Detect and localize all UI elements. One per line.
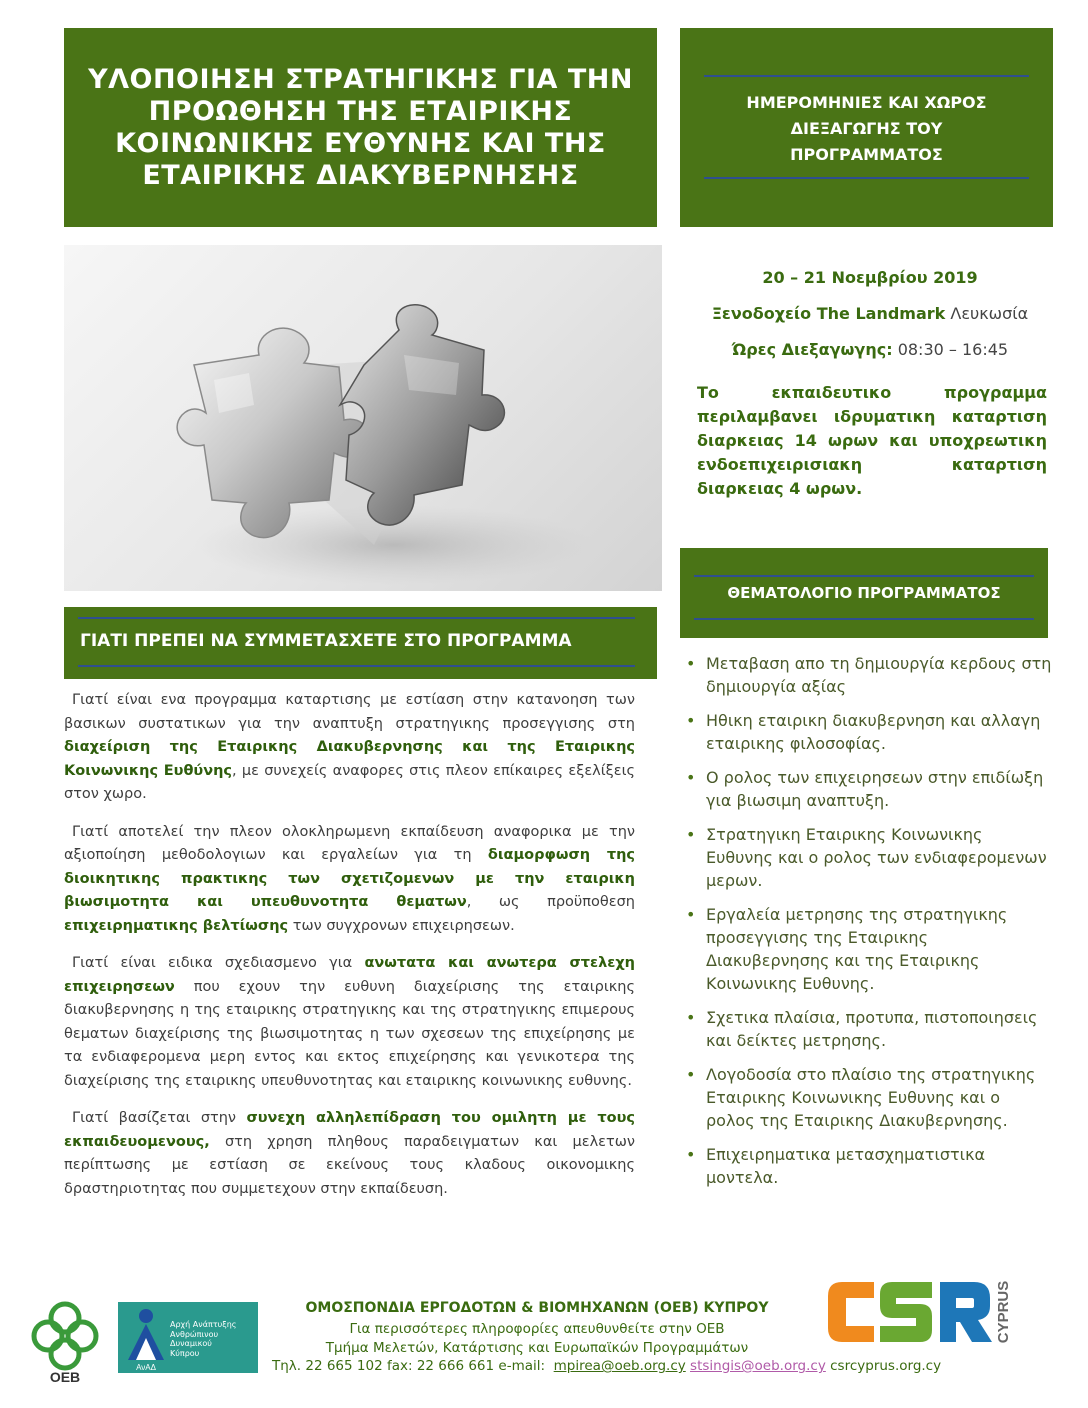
oeb-label: ΟΕΒ <box>49 1369 81 1385</box>
footer <box>0 1280 1088 1390</box>
why-paragraph-1 <box>64 689 635 807</box>
title-line: ΠΡΟΩΘΗΣΗ ΤΗΣ ΕΤΑΙΡΙΚΗΣ <box>148 95 573 127</box>
list-item: • Λογοδοσία στο πλαίσιο της στρατηγικης Εταιρικης Κοινωνικης Ευθυνης και ο ρολος της Εταιρικης Διακυβερνησης. <box>682 1063 1052 1132</box>
text: Γιατί είναι ενα προγραμμα καταρτισης με εστίαση στην κατανοηση των βασικων συστατικων για την αναπτυξη στρατηγικης προσεγγισης στη <box>64 692 635 732</box>
topics-header <box>680 548 1048 638</box>
dates-heading-line: ΔΙΕΞΑΓΩΓΗΣ ΤΟΥ <box>790 119 943 138</box>
oeb-logo <box>26 1298 104 1386</box>
highlight: διαμορφωση της διοικητικης πρακτικης των σχετιζομενων με την εταιρικη βιωσιμοτητα και υπευθυνοτητα θεματων <box>64 847 636 910</box>
org-name: ΟΜΟΣΠΟΝΔΙΑ ΕΡΓΟΔΟΤΩΝ & ΒΙΟΜΗΧΑΝΩΝ (ΟΕΒ) ΚΥΠΡΟΥ <box>305 1300 769 1316</box>
text: , με συνεχείς αναφορες στις πλεον επίκαιρες εξελίξεις στον χωρο. <box>64 762 635 802</box>
why-paragraph-4 <box>64 1107 635 1201</box>
why-paragraph-3 <box>64 952 635 1093</box>
topics-list <box>682 652 1052 1200</box>
highlight: ανωτατα και ανωτερα στελεχη επιχειρησεων <box>64 955 635 995</box>
email-link-1[interactable]: mpirea@oeb.org.cy <box>553 1358 686 1374</box>
csr-country: CYPRUS <box>995 1280 1012 1344</box>
divider <box>704 75 1029 77</box>
list-item: • Ηθικη εταιρικη διακυβερνηση και αλλαγη εταιρικης φιλοσοφίας. <box>682 709 1052 755</box>
text: Γιατί είναι ειδικα σχεδιασμενο για <box>72 955 365 971</box>
anad-line: Αρχή Ανάπτυξης <box>170 1320 237 1329</box>
dates-heading-line: ΠΡΟΓΡΑΜΜΑΤΟΣ <box>790 145 943 164</box>
main-title <box>64 28 657 227</box>
oeb-knot-icon <box>26 1298 104 1386</box>
highlight: διαχείριση της Εταιρικης Διακυβερνησης και της Εταιρικης Κοινωνικης Ευθύνης <box>64 739 635 779</box>
divider <box>78 665 635 667</box>
why-title: ΓΙΑΤΙ ΠΡΕΠΕΙ ΝΑ ΣΥΜΜΕΤΑΣΧΕΤΕ ΣΤΟ ΠΡΟΓΡΑΜΜΑ <box>80 631 572 651</box>
why-header <box>64 607 657 679</box>
title-line: ΚΟΙΝΩΝΙΚΗΣ ΕΥΘΥΝΗΣ ΚΑΙ ΤΗΣ <box>115 127 606 159</box>
event-venue-row <box>690 302 1050 338</box>
text: Γιατί βασίζεται στην <box>72 1110 247 1126</box>
dates-heading-line: ΗΜΕΡΟΜΗΝΙΕΣ ΚΑΙ ΧΩΡΟΣ <box>746 93 987 112</box>
text: Γιατί αποτελεί την πλεον ολοκληρωμενη εκπαίδευση αναφορικα με την αξιοποίηση μεθοδολογιων και εργαλείων για τη <box>64 823 635 863</box>
event-hours: 08:30 – 16:45 <box>897 340 1009 359</box>
event-info <box>690 266 1050 374</box>
list-item: • Μεταβαση απο τη δημιουργία κερδους στη δημιουργία αξίας <box>682 652 1052 698</box>
phone-fax: Τηλ. 22 665 102 fax: 22 666 661 e-mail: <box>272 1358 546 1374</box>
event-venue: Ξενοδοχείο The Landmark <box>711 304 946 323</box>
highlight: συνεχη αλληλεπίδραση του ομιλητη με τους εκπαιδευομενους, <box>64 1110 635 1150</box>
event-hours-row <box>690 338 1050 374</box>
text: στη χρηση πληθους παραδειγματων και μελετων περίπτωσης με εστίαση σε εκείνους τους κλαδους οικονομικης δραστηριοτητας που συμμετεχουν στην εκπαίδευση. <box>64 1133 635 1197</box>
title-line: ΕΤΑΙΡΙΚΗΣ ΔΙΑΚΥΒΕΡΝΗΣΗΣ <box>142 159 579 191</box>
topics-title: ΘΕΜΑΤΟΛΟΓΙΟ ΠΡΟΓΡΑΜΜΑΤΟΣ <box>727 584 1001 602</box>
event-hours-label: Ώρες Διεξαγωγης: <box>731 340 893 359</box>
email-link-2[interactable]: stsingis@oeb.org.cy <box>690 1358 826 1374</box>
highlight: επιχειρηματικης βελτίωσης <box>64 917 289 934</box>
anad-triangle-icon <box>122 1302 170 1373</box>
contact-details <box>272 1358 992 1374</box>
list-item: • Στρατηγικη Εταιρικης Κοινωνικης Ευθυνης και ο ρολος των ενδιαφερομενων μερων. <box>682 823 1052 892</box>
dates-box <box>680 28 1053 227</box>
puzzle-pieces-icon <box>64 245 662 591</box>
anad-logo <box>118 1302 258 1373</box>
list-item: • Επιχειρηματικα μετασχηματιστικα μοντελα. <box>682 1143 1052 1189</box>
divider <box>78 617 635 619</box>
dates-heading <box>710 90 1023 168</box>
website: csrcyprus.org.cy <box>830 1358 942 1374</box>
program-note: Το εκπαιδευτικο προγραμμα περιλαμβανει ιδρυματικη καταρτιση διαρκειας 14 ωρων και υποχρεωτικη ενδοεπιχειρισιακη καταρτιση διαρκειας 4 ωρων. <box>697 383 1047 498</box>
list-item: • Ο ρολος των επιχειρησεων στην επιδίωξη για βιωσιμη αναπτυξη. <box>682 766 1052 812</box>
why-body <box>64 689 635 1215</box>
csr-logo-icon <box>822 1260 1022 1360</box>
divider <box>694 575 1034 577</box>
text: που εχουν την ευθυνη διαχείρισης της εταιρικης διακυβερνησης η της εταιρικης στρατηγικης και της στρατηγικης επιμερους θεματων διαχείρισης της βιωσιμοτητας η των σχεσεων της επιχείρησης με τα ενδιαφερομενα μερη εντος και εκτος επιχείρησης και γενικοτερα της διαχείρισης της εταιρικης υπευθυνοτητας και εταιρικης κοινωνικης ευθυνης. <box>64 978 635 1089</box>
text: των συγχρονων επιχειρησεων. <box>288 917 515 934</box>
event-city: Λευκωσία <box>950 304 1029 323</box>
anad-line: Ανθρώπινου <box>170 1329 219 1339</box>
department-line: Τμήμα Μελετών, Κατάρτισης και Ευρωπαϊκών Προγραμμάτων <box>325 1340 749 1356</box>
list-item: • Εργαλεία μετρησης της στρατηγικης προσεγγισης της Εταιρικης Διακυβερνησης και της Εταιρικης Κοινωνικης Ευθυνης. <box>682 903 1052 995</box>
csr-cyprus-logo <box>822 1260 1022 1360</box>
divider <box>704 177 1029 179</box>
title-line: ΥΛΟΠΟΙΗΣΗ ΣΤΡΑΤΗΓΙΚΗΣ ΓΙΑ ΤΗΝ <box>88 63 633 95</box>
anad-line: Κύπρου <box>170 1348 200 1358</box>
why-paragraph-2 <box>64 821 635 939</box>
puzzle-hero-image <box>64 245 662 591</box>
anad-name <box>170 1320 237 1358</box>
list-item: • Σχετικα πλαίσια, προτυπα, πιστοποιησεις και δείκτες μετρησης. <box>682 1006 1052 1052</box>
divider <box>694 618 1034 620</box>
event-date-row <box>690 266 1050 302</box>
text: , ως προϋποθεση <box>466 894 635 910</box>
anad-short: ΑνΑΔ <box>136 1363 156 1372</box>
event-date: 20 – 21 Νοεμβρίου 2019 <box>762 268 978 287</box>
contact-line: Για περισσότερες πληροφορίες απευθυνθείτε στην ΟΕΒ <box>349 1321 725 1337</box>
anad-line: Δυναμικού <box>170 1339 212 1348</box>
